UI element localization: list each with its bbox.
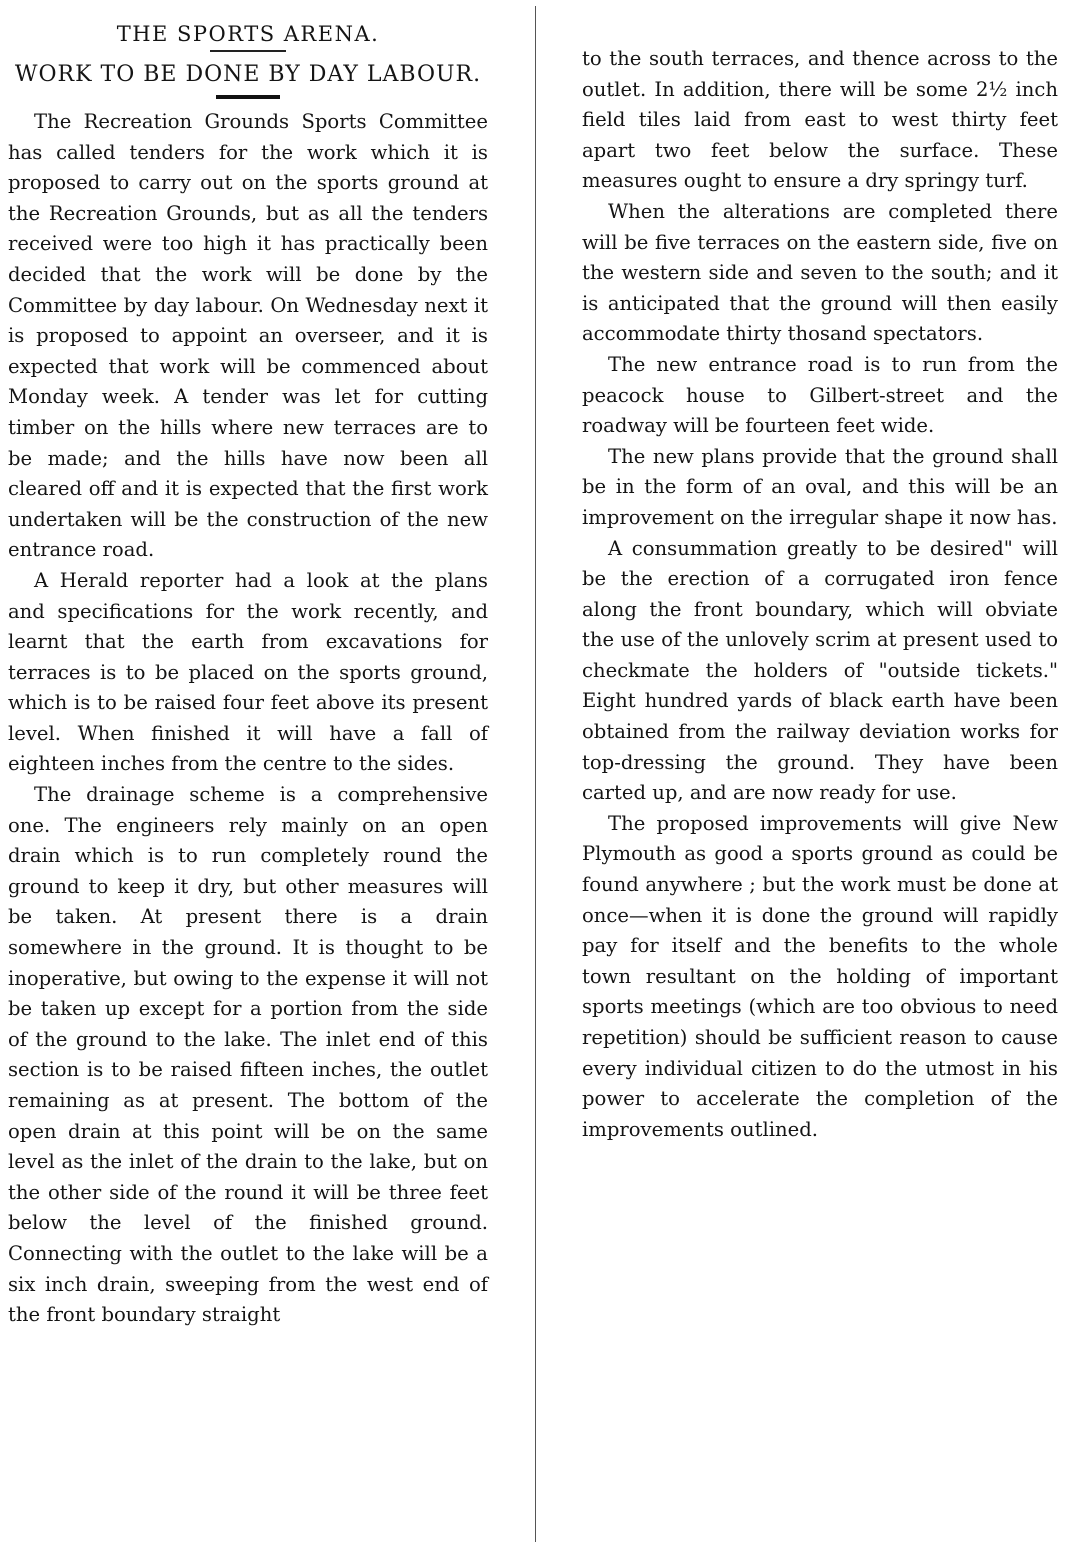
paragraph: The drainage scheme is a comprehensive one. The engineers rely mainly on an open drain which is to run completely round the ground to keep it dry, but other measures will be taken. At present there is a drain somewhere in the ground. It is thought to be inoperative, but owing to the expense it will not be taken up except for a portion from the side of the ground to the lake. The inlet end of this section is to be raised fifteen inches, the outlet remaining as at present. The bottom of the open drain at this point will be on the same level as the inlet of the drain to the lake, but on the other side of the round it will be three feet below the level of the finished ground. Connecting with the outlet to the lake will be a six inch drain, sweeping from the west end of the front boundary straight [8,783,488,1327]
left-column [8,0,488,1331]
subheading-divider [216,95,280,99]
paragraph: A consummation greatly to be desired" will be the erection of a corrugated iron fence along the front boundary, which will obviate the use of the unlovely scrim at present used to checkmate the holders of "outside tickets." Eight hundred yards of black earth have been obtained from the railway deviation works for top-dressing the ground. They have been carted up, and are now ready for use. [582,536,1058,805]
paragraph: The proposed improvements will give New Plymouth as good a sports ground as could be found anywhere ; but the work must be done at once—when it is done the ground will rapidly pay for itself and the benefits to the whole town resultant on the holding of important sports meetings (which are too obvious to need repetition) should be sufficient reason to cause every individual citizen to do the utmost in his power to accelerate the completion of the improvements outlined. [582,811,1058,1141]
title-divider [210,50,286,52]
paragraph: The new entrance road is to run from the peacock house to Gilbert-street and the roadway will be fourteen feet wide. [582,352,1058,438]
article-subheading: WORK TO BE DONE BY DAY LABOUR. [14,62,482,87]
right-column [582,44,1058,1145]
column-divider [535,6,536,1542]
paragraph: to the south terraces, and thence across to the outlet. In addition, there will be some 2½ inch field tiles laid from east to west thirty feet apart two feet below the surface. These measures ought to ensure a dry springy turf. [582,47,1058,193]
paragraph: The new plans provide that the ground shall be in the form of an oval, and this will be an improvement on the irregular shape it now has. [582,444,1058,529]
paragraph: A Herald reporter had a look at the plans and specifications for the work recently, and learnt that the earth from excavations for terraces is to be placed on the sports ground, which is to be raised four feet above its present level. When finished it will have a fall of eighteen inches from the centre to the sides. [8,568,488,776]
paragraph: When the alterations are completed there will be five terraces on the eastern side, five on the western side and seven to the south; and it is anticipated that the ground will then easily accommodate thirty thosand spectators. [582,199,1058,346]
article-title: THE SPORTS ARENA. [116,22,380,46]
paragraph: The Recreation Grounds Sports Committee has called tenders for the work which it is proposed to carry out on the sports ground at the Recreation Grounds, but as all the tenders received were too high it has practically been decided that the work will be done by the Committee by day labour. On Wednesday next it is proposed to appoint an overseer, and it is expected that work will be commenced about Monday week. A tender was let for cutting timber on the hills where new terraces are to be made; and the hills have now been all cleared off and it is expected that the first work undertaken will be the construction of the new entrance road. [8,110,488,562]
